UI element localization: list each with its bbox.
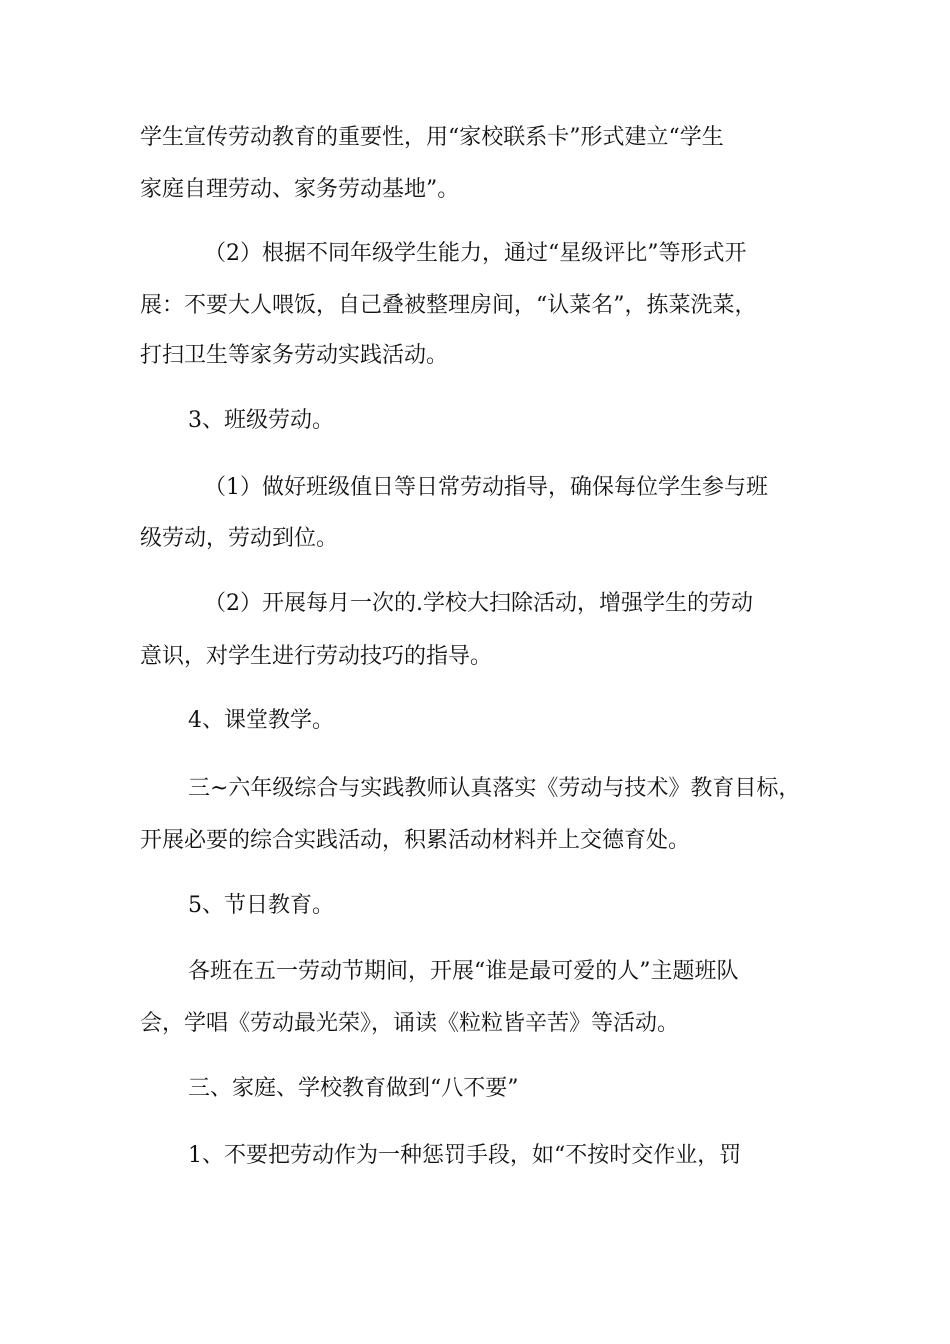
paragraph-line: 意识，对学生进行劳动技巧的指导。 bbox=[140, 644, 493, 669]
paragraph-line: 级劳动，劳动到位。 bbox=[140, 526, 339, 551]
section-heading: 4、课堂教学。 bbox=[188, 708, 334, 733]
paragraph-line: 家庭自理劳动、家务劳动基地”。 bbox=[140, 177, 460, 202]
paragraph-line: （2）开展每月一次的.学校大扫除活动，增强学生的劳动 bbox=[204, 591, 753, 616]
paragraph-line: 各班在五一劳动节期间，开展“谁是最可爱的人”主题班队 bbox=[188, 959, 739, 984]
paragraph-line: （2）根据不同年级学生能力，通过“星级评比”等形式开 bbox=[204, 241, 747, 266]
section-heading: 5、节日教育。 bbox=[188, 893, 334, 918]
section-heading: 三、家庭、学校教育做到“八不要” bbox=[188, 1076, 519, 1101]
paragraph-line: （1）做好班级值日等日常劳动指导，确保每位学生参与班 bbox=[204, 475, 768, 500]
paragraph-line: 打扫卫生等家务劳动实践活动。 bbox=[140, 343, 449, 368]
paragraph-line: 会，学唱《劳动最光荣》，诵读《粒粒皆辛苦》等活动。 bbox=[140, 1011, 680, 1036]
paragraph-line: 开展必要的综合实践活动，积累活动材料并上交德育处。 bbox=[140, 828, 691, 853]
paragraph-line: 学生宣传劳动教育的重要性，用“家校联系卡”形式建立“学生 bbox=[140, 125, 724, 150]
paragraph-line: 三~六年级综合与实践教师认真落实《劳动与技术》教育目标， bbox=[188, 776, 801, 801]
paragraph-line: 1、不要把劳动作为一种惩罚手段，如“不按时交作业，罚 bbox=[188, 1143, 742, 1168]
paragraph-line: 展：不要大人喂饭，自己叠被整理房间，“认菜名”，拣菜洗菜， bbox=[140, 293, 757, 318]
section-heading: 3、班级劳动。 bbox=[188, 408, 334, 433]
